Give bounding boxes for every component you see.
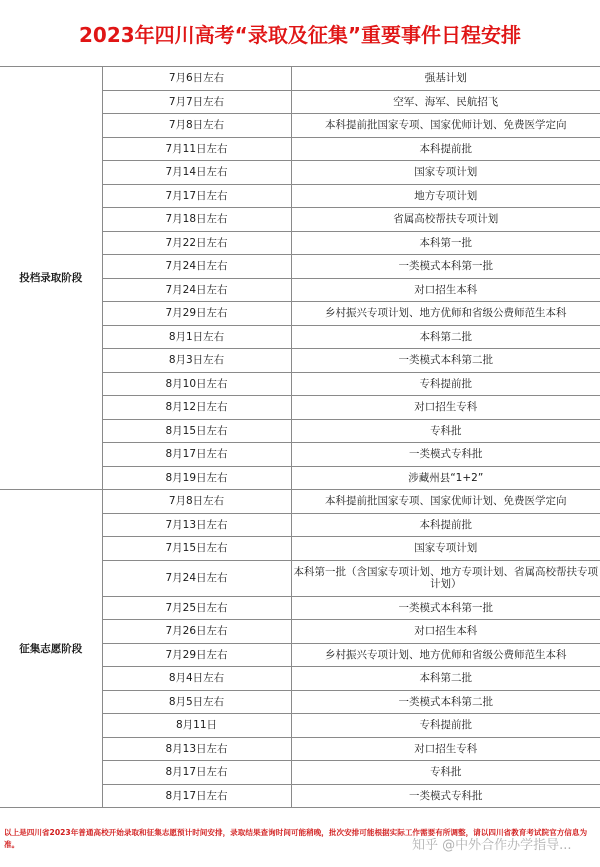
event-cell: 空军、海军、民航招飞 xyxy=(291,90,600,114)
date-cell: 8月11日 xyxy=(102,714,291,738)
date-cell: 7月14日左右 xyxy=(102,161,291,185)
event-cell: 本科提前批 xyxy=(291,513,600,537)
event-cell: 对口招生本科 xyxy=(291,278,600,302)
date-cell: 7月7日左右 xyxy=(102,90,291,114)
event-cell: 专科提前批 xyxy=(291,372,600,396)
date-cell: 7月24日左右 xyxy=(102,278,291,302)
table-row xyxy=(0,490,600,514)
event-cell: 乡村振兴专项计划、地方优师和省级公费师范生本科 xyxy=(291,302,600,326)
table-row xyxy=(0,67,600,91)
date-cell: 8月1日左右 xyxy=(102,325,291,349)
date-cell: 7月6日左右 xyxy=(102,67,291,91)
event-cell: 专科提前批 xyxy=(291,714,600,738)
event-cell: 本科第二批 xyxy=(291,325,600,349)
event-cell: 对口招生专科 xyxy=(291,737,600,761)
date-cell: 8月10日左右 xyxy=(102,372,291,396)
event-cell: 一类模式专科批 xyxy=(291,784,600,808)
event-cell: 国家专项计划 xyxy=(291,161,600,185)
event-cell: 本科提前批国家专项、国家优师计划、免费医学定向 xyxy=(291,490,600,514)
stage-label: 投档录取阶段 xyxy=(0,67,102,490)
date-cell: 8月17日左右 xyxy=(102,443,291,467)
date-cell: 8月17日左右 xyxy=(102,784,291,808)
date-cell: 8月12日左右 xyxy=(102,396,291,420)
date-cell: 8月5日左右 xyxy=(102,690,291,714)
event-cell: 对口招生专科 xyxy=(291,396,600,420)
event-cell: 乡村振兴专项计划、地方优师和省级公费师范生本科 xyxy=(291,643,600,667)
event-cell: 一类模式本科第一批 xyxy=(291,596,600,620)
stage-label: 征集志愿阶段 xyxy=(0,490,102,808)
event-cell: 强基计划 xyxy=(291,67,600,91)
date-cell: 7月22日左右 xyxy=(102,231,291,255)
date-cell: 8月13日左右 xyxy=(102,737,291,761)
event-cell: 本科第一批 xyxy=(291,231,600,255)
date-cell: 7月29日左右 xyxy=(102,643,291,667)
event-cell: 本科提前批国家专项、国家优师计划、免费医学定向 xyxy=(291,114,600,138)
date-cell: 7月8日左右 xyxy=(102,490,291,514)
event-cell: 对口招生本科 xyxy=(291,620,600,644)
date-cell: 7月8日左右 xyxy=(102,114,291,138)
date-cell: 8月15日左右 xyxy=(102,419,291,443)
event-cell: 地方专项计划 xyxy=(291,184,600,208)
date-cell: 8月19日左右 xyxy=(102,466,291,490)
event-cell: 专科批 xyxy=(291,419,600,443)
date-cell: 8月17日左右 xyxy=(102,761,291,785)
page-title: 2023年四川高考“录取及征集”重要事件日程安排 xyxy=(79,22,521,47)
date-cell: 7月24日左右 xyxy=(102,255,291,279)
event-cell: 省属高校帮扶专项计划 xyxy=(291,208,600,232)
event-cell: 本科第一批（含国家专项计划、地方专项计划、省属高校帮扶专项计划） xyxy=(291,560,600,596)
event-cell: 一类模式本科第二批 xyxy=(291,349,600,373)
watermark: 知乎 @中外合作办学指导... xyxy=(412,838,572,853)
event-cell: 本科第二批 xyxy=(291,667,600,691)
footer-note: 以上是四川省2023年普通高校开始录取和征集志愿预计时间安排，录取结果查询时间可能稍晚，批次安排可能根据实际工作需要有所调整，请以四川省教育考试院官方信息为准。 xyxy=(4,828,588,849)
date-cell: 7月26日左右 xyxy=(102,620,291,644)
date-cell: 7月18日左右 xyxy=(102,208,291,232)
event-cell: 一类模式专科批 xyxy=(291,443,600,467)
event-cell: 国家专项计划 xyxy=(291,537,600,561)
event-cell: 本科提前批 xyxy=(291,137,600,161)
date-cell: 7月24日左右 xyxy=(102,560,291,596)
date-cell: 7月11日左右 xyxy=(102,137,291,161)
event-cell: 涉藏州县“1+2” xyxy=(291,466,600,490)
date-cell: 7月25日左右 xyxy=(102,596,291,620)
event-cell: 一类模式本科第一批 xyxy=(291,255,600,279)
date-cell: 7月15日左右 xyxy=(102,537,291,561)
date-cell: 8月3日左右 xyxy=(102,349,291,373)
date-cell: 7月17日左右 xyxy=(102,184,291,208)
date-cell: 7月13日左右 xyxy=(102,513,291,537)
schedule-table xyxy=(0,66,600,808)
date-cell: 8月4日左右 xyxy=(102,667,291,691)
event-cell: 专科批 xyxy=(291,761,600,785)
event-cell: 一类模式本科第二批 xyxy=(291,690,600,714)
date-cell: 7月29日左右 xyxy=(102,302,291,326)
